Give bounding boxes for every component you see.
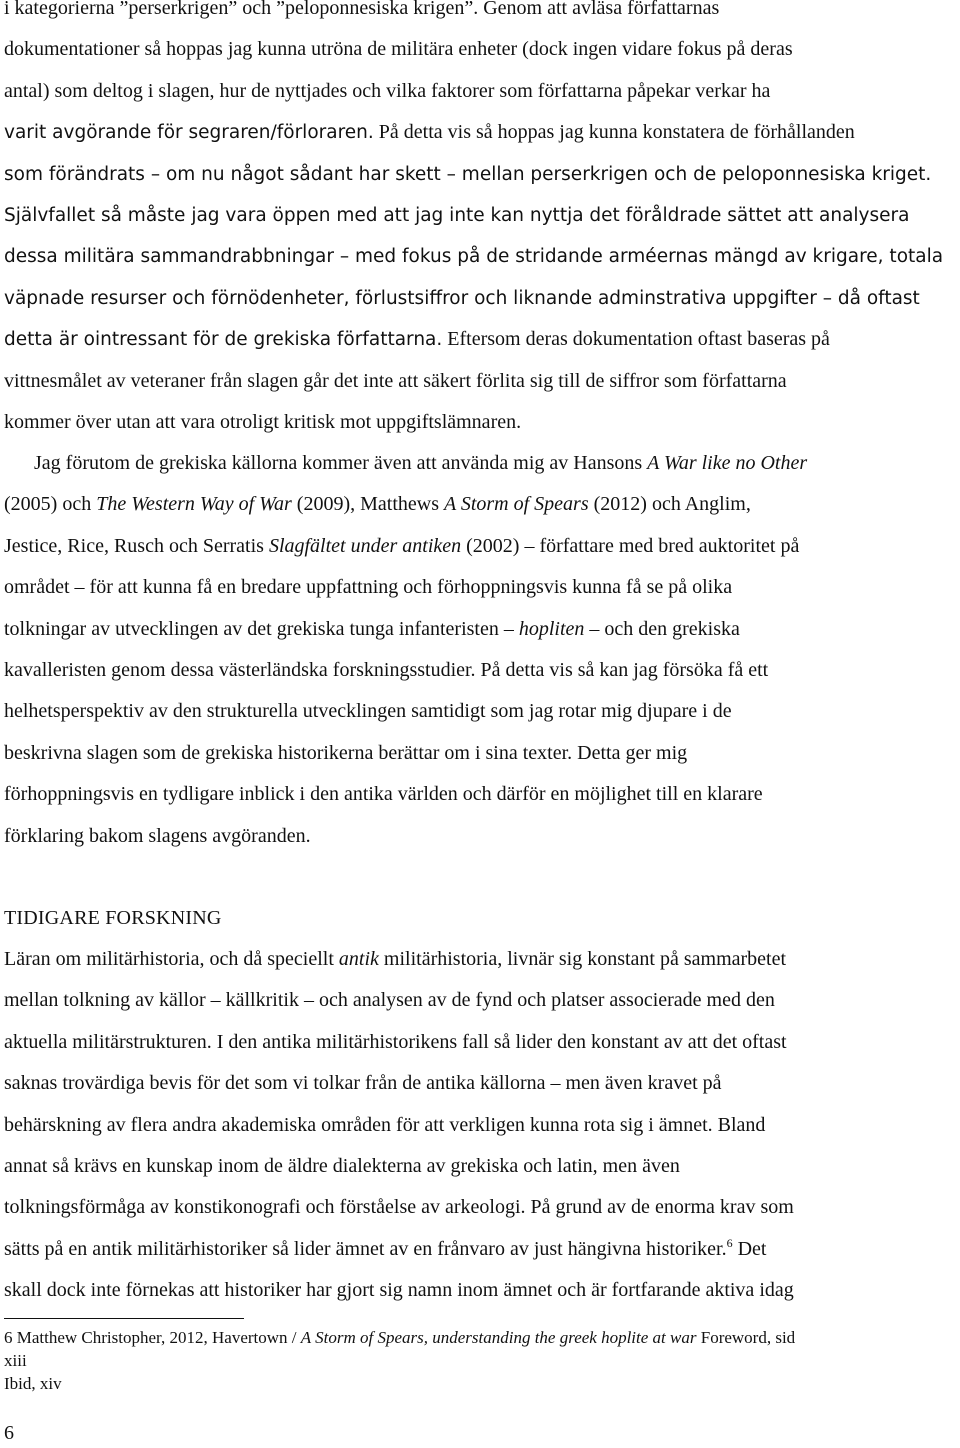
text-run: (2012) och Anglim, (588, 493, 751, 516)
text-run: detta är ointressant för de grekiska författarna. (4, 329, 443, 351)
text-line: saknas trovärdiga bevis för det som vi tolkar från de antika källorna – men även kravet på (4, 1072, 722, 1095)
text-line: antal) som deltog i slagen, hur de nyttjades och vilka faktorer som författarna påpekar verkar ha (4, 79, 771, 102)
section-heading: TIDIGARE FORSKNING (4, 907, 222, 929)
text-run: 6 Matthew Christopher, 2012, Havertown / (4, 1328, 301, 1347)
text-run: Läran om militärhistoria, och då speciellt (4, 948, 339, 970)
text-run: tolkningar av utvecklingen av det grekiska tunga infanteristen – (4, 617, 519, 640)
book-title: A War like no Other (647, 452, 808, 474)
book-title: A Storm of Spears, understanding the greek hoplite at war (300, 1328, 697, 1347)
text-line: vittnesmålet av veteraner från slagen går det inte att säkert förlita sig till de siffror som författarna (4, 369, 787, 392)
footnote-6 (4, 1326, 954, 1349)
page-number: 6 (4, 1422, 14, 1444)
text-line: kommer över utan att vara otroligt kritisk mot uppgiftslämnaren. (4, 411, 522, 434)
text-run: Eftersom deras dokumentation oftast baseras på (442, 328, 830, 351)
text-run: militärhistoria, livnär sig konstant på sammarbetet (378, 948, 787, 970)
text-run: sätts på en antik militärhistoriker så lider ämnet av en frånvaro av just hängivna historiker. (4, 1237, 727, 1260)
text-run: Det (732, 1237, 767, 1260)
text-run: Jag förutom de grekiska källorna kommer även att använda mig av Hansons (34, 452, 648, 474)
text-run: (2002) – författare med bred auktoritet på (461, 534, 800, 557)
text-line: området – för att kunna få en bredare uppfattning och förhoppningsvis kunna få se på olika (4, 576, 733, 599)
footnote-separator (4, 1318, 244, 1319)
text-line: tolkningsförmåga av konstikonografi och förståelse av arkeologi. På grund av de enorma krav som (4, 1196, 794, 1219)
text-line: helhetsperspektiv av den strukturella utvecklingen samtidigt som jag rotar mig djupare i de (4, 700, 732, 723)
book-title: A Storm of Spears (443, 493, 589, 516)
text-line (4, 526, 954, 567)
text-line (4, 609, 954, 650)
text-line: i kategorierna ”perserkrigen” och ”peloponnesiska krigen”. Genom att avläsa författarnas (4, 0, 720, 19)
book-title: Slagfältet under antiken (268, 534, 462, 557)
text-line (4, 939, 954, 980)
paragraph-sources (4, 443, 954, 857)
text-line: skall dock inte förnekas att historiker har gjort sig namn inom ämnet och är fortfarande aktiva idag (4, 1279, 794, 1302)
emphasis-term: hopliten (518, 617, 585, 640)
text-run: (2009), Matthews (291, 493, 444, 516)
footnote-7: Ibid, xiv (4, 1374, 62, 1393)
paragraph-research (4, 939, 954, 1312)
text-line: mellan tolkning av källor – källkritik – och analysen av de fynd och platser associerade med den (4, 989, 775, 1012)
footnote-6-continued: xiii (4, 1351, 27, 1370)
text-line: Självfallet så måste jag vara öppen med att jag inte kan nyttja det föråldrade sättet att analysera (4, 205, 910, 227)
text-run: Foreword, sid (696, 1328, 796, 1347)
text-line (4, 484, 954, 525)
text-line: dessa militära sammandrabbningar – med fokus på de stridande arméernas mängd av krigare, totala (4, 246, 944, 268)
text-line: dokumentationer så hoppas jag kunna utröna de militära enheter (dock ingen vidare fokus på deras (4, 38, 793, 61)
text-line: annat så krävs en kunskap inom de äldre dialekterna av grekiska och latin, men även (4, 1155, 680, 1178)
text-line: väpnade resurser och förnödenheter, förlustsiffror och liknande adminstrativa uppgifter – då oftast (4, 287, 920, 309)
text-line: förklaring bakom slagens avgöranden. (4, 824, 311, 847)
text-line (4, 319, 954, 360)
text-line (4, 443, 954, 484)
text-run: varit avgörande för segraren/förloraren. (4, 122, 374, 144)
emphasis-term: antik (338, 948, 379, 970)
text-run: Jestice, Rice, Rusch och Serratis (4, 534, 269, 557)
text-line: som förändrats – om nu något sådant har skett – mellan perserkrigen och de peloponnesiska kriget. (4, 163, 932, 185)
text-run: (2005) och (4, 493, 97, 516)
text-line: aktuella militärstrukturen. I den antika militärhistorikens fall så lider den konstant av att det oftast (4, 1030, 787, 1053)
text-line: beskrivna slagen som de grekiska historikerna berättar om i sina texter. Detta ger mig (4, 741, 688, 764)
footnotes (4, 1326, 954, 1395)
footnote-marker[interactable]: 6 (726, 1235, 733, 1250)
text-line (4, 112, 954, 153)
book-title: The Western Way of War (96, 493, 292, 516)
text-line (4, 1229, 954, 1270)
text-run: På detta vis så hoppas jag kunna konstatera de förhållanden (373, 121, 855, 144)
text-line: kavalleristen genom dessa västerländska forskningsstudier. På detta vis så kan jag försöka få ett (4, 659, 769, 682)
paragraph-method (4, 0, 954, 443)
text-line: förhoppningsvis en tydligare inblick i den antika världen och därför en möjlighet till en klarare (4, 783, 763, 806)
text-line: behärskning av flera andra akademiska områden för att verkligen kunna rota sig i ämnet. Bland (4, 1113, 766, 1136)
text-run: – och den grekiska (584, 617, 740, 640)
